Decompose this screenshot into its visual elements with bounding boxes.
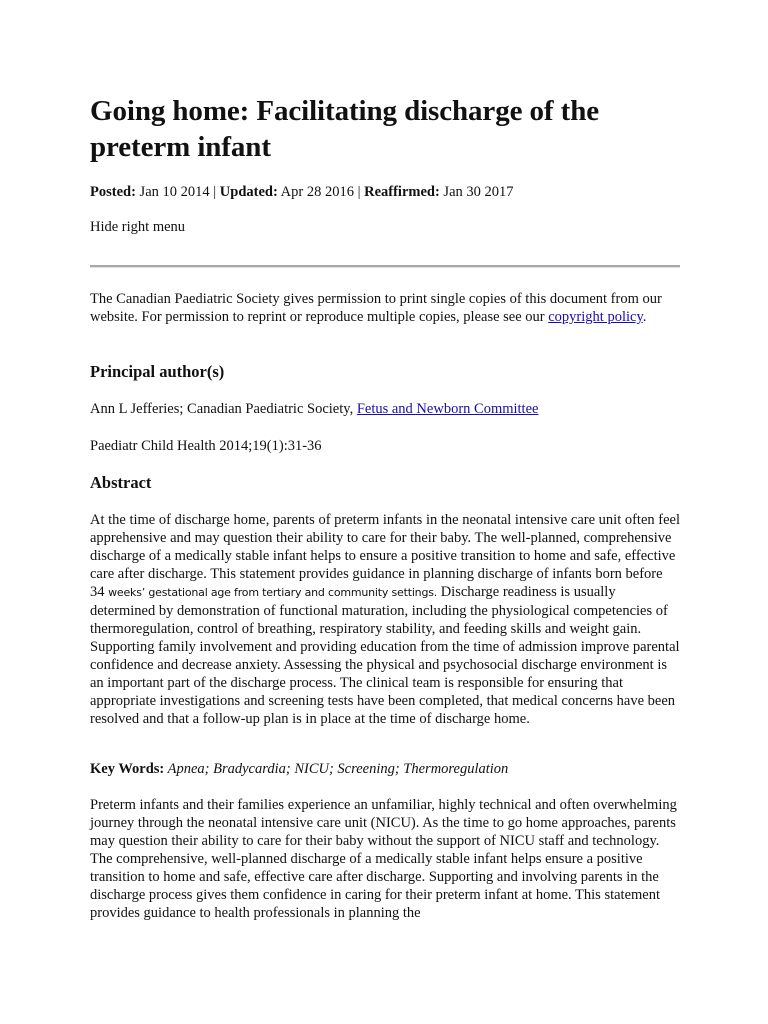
horizontal-divider: [90, 265, 680, 268]
document-dates: [90, 183, 514, 201]
citation-line: [90, 437, 680, 455]
reaffirmed-date: Jan 30 2017: [443, 184, 514, 200]
updated-date: Apr 28 2016: [280, 184, 354, 200]
authors-line: [90, 400, 680, 418]
keywords-text: Apnea; Bradycardia; NICU; Screening; Thermoregulation: [164, 761, 509, 777]
posted-date: Jan 10 2014: [139, 184, 210, 200]
authors-section: [90, 362, 680, 382]
copyright-policy-link[interactable]: copyright policy: [548, 309, 643, 325]
citation: Paediatr Child Health 2014;19(1):31-36: [90, 438, 322, 454]
date-separator: |: [353, 184, 365, 200]
authors-heading: Principal author(s): [90, 362, 225, 381]
posted-label: Posted:: [90, 184, 136, 200]
abstract-text: At the time of discharge home, parents of preterm infants in the neonatal intensive care unit often feel apprehensive and may question their ability to care for their baby. The well-planned, comprehensive discharge of a medically stable infant helps to ensure a positive transition to home and safe, effective care after discharge. This statement provides guidance in planning discharge of infants born before 34 weeks’ gestational age from tertiary and community settings. Discharge readiness is usually determined by demonstration of functional maturation, including the physiological competencies of thermoregulation, control of breathing, respiratory stability, and feeding skills and weight gain. Supporting family involvement and providing education from the time of admission improve parental confidence and decrease anxiety. Assessing the physical and psychosocial discharge environment is an important part of the discharge process. The clinical team is responsible for ensuring that appropriate investigations and screening tests have been completed, that medical concerns have been resolved and that a follow-up plan is in place at the time of discharge home.: [90, 512, 680, 727]
intro-paragraph: [90, 796, 680, 922]
fetus-newborn-committee-link[interactable]: Fetus and Newborn Committee: [356, 401, 539, 417]
author-names: Ann L Jefferies; Canadian Paediatric Society, Fetus and Newborn Committee: [90, 401, 539, 417]
keywords-line: [90, 760, 680, 778]
abstract-body: [90, 511, 680, 728]
permission-text: The Canadian Paediatric Society gives permission to print single copies of this document from our website. For permission to reprint or reproduce multiple copies, please see our copyright policy.: [90, 291, 662, 325]
date-separator: |: [209, 184, 220, 200]
abstract-section: [90, 473, 680, 493]
keywords-label: Key Words:: [90, 761, 165, 777]
abstract-heading: Abstract: [90, 473, 152, 492]
hide-right-menu-toggle[interactable]: Hide right menu: [90, 219, 186, 235]
keywords: [90, 760, 680, 778]
intro-text: Preterm infants and their families experience an unfamiliar, highly technical and often overwhelming journey through the neonatal intensive care unit (NICU). As the time to go home approaches, parents may question their ability to care for their baby without the support of NICU staff and technology. The comprehensive, well-planned discharge of a medically stable infant helps ensure a positive transition to home and safe, effective care after discharge. Supporting and involving parents in the discharge process gives them confidence in caring for their preterm infant at home. This statement provides guidance to health professionals in planning the: [90, 797, 677, 921]
reaffirmed-label: Reaffirmed:: [364, 184, 440, 200]
page-title: Going home: Facilitating discharge of the preterm infant: [90, 95, 599, 163]
updated-label: Updated:: [219, 184, 278, 200]
permission-notice: [90, 290, 680, 326]
